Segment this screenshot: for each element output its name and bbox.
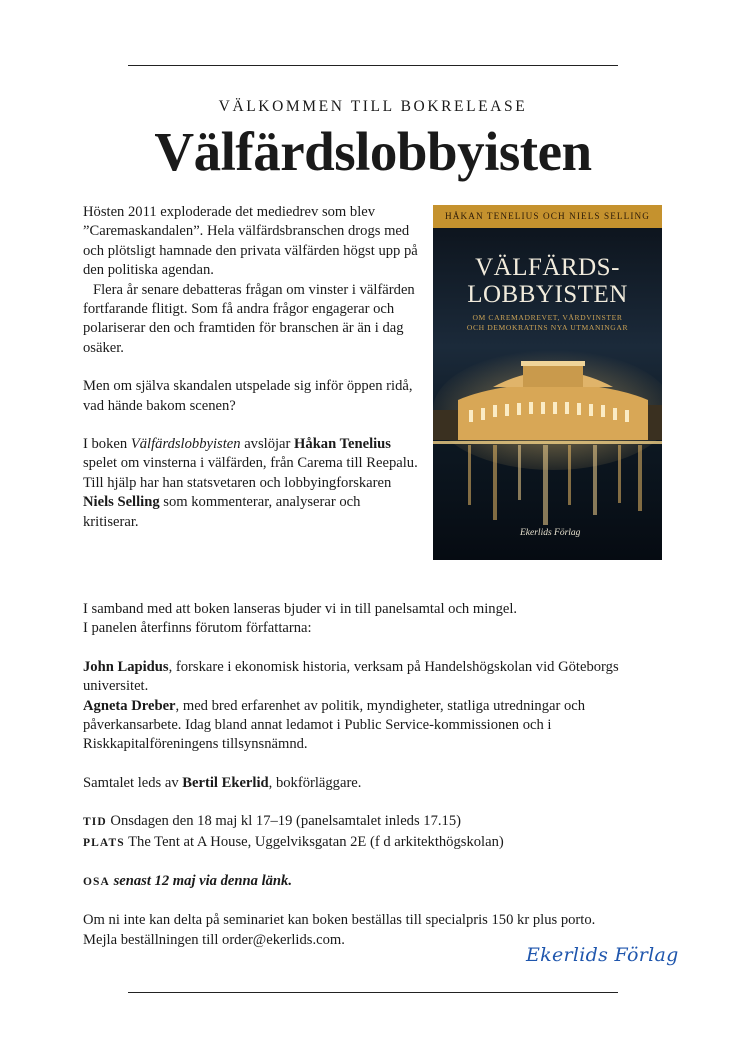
panelist-agneta-dreber: Agneta Dreber, med bred erfarenhet av politik, myndigheter, statliga utredningar och påverkansarbete. Idag bland annat ledamot i Public Service-kommissionen och i Riskkapitalföreningens tillsynsnämnd. bbox=[83, 697, 586, 753]
invite-text: I samband med att boken lanseras bjuder vi in till panelsamtal och mingel. bbox=[83, 601, 518, 617]
event-kicker: VÄLKOMMEN TILL BOKRELEASE bbox=[218, 98, 528, 115]
author-name: Håkan Tenelius bbox=[294, 436, 391, 453]
cover-subtitle: OM CAREMADREVET, VÅRDVINSTER OCH DEMOKRATINS NYA UTMANINGAR bbox=[466, 313, 629, 332]
parliament-building-illustration bbox=[433, 205, 662, 560]
cover-authors: HÅKAN TENELIUS OCH NIELS SELLING bbox=[433, 205, 662, 228]
book-cover-image bbox=[433, 205, 662, 560]
panelist-john-lapidus: John Lapidus, forskare i ekonomisk historia, verksam på Handelshögskolan vid Göteborgs universitet. bbox=[83, 658, 619, 695]
top-rule bbox=[128, 65, 618, 66]
intro-text bbox=[83, 203, 418, 532]
panel-intro: I panelen återfinns förutom författarna: bbox=[83, 620, 312, 637]
event-details bbox=[83, 600, 673, 950]
order-info-1: Om ni inte kan delta på seminariet kan boken beställas till specialpris 150 kr plus porto. bbox=[83, 912, 596, 929]
rsvp-line[interactable]: OSA senast 12 maj via denna länk. bbox=[83, 873, 292, 890]
intro-paragraph-3: Men om själva skandalen utspelade sig inför öppen ridå, vad hände bakom scenen? bbox=[83, 378, 413, 414]
moderator-line: Samtalet leds av Bertil Ekerlid, bokförläggare. bbox=[83, 774, 362, 791]
order-info-2: Mejla beställningen till order@ekerlids.com. bbox=[83, 931, 345, 948]
coauthor-name: Niels Selling bbox=[83, 494, 160, 511]
publisher-signature: Ekerlids Förlag bbox=[526, 944, 679, 966]
intro-paragraph-2: Flera år senare debatteras frågan om vinster i välfärden fortfarande flitigt. Som få andra frågor engagerar och polariserar den och framtiden för branschen är än i dag osäker. bbox=[83, 281, 415, 356]
event-time: TID Onsdagen den 18 maj kl 17–19 (panelsamtalet inleds 17.15) bbox=[83, 813, 461, 830]
rsvp-link[interactable]: senast 12 maj via denna länk. bbox=[109, 873, 292, 890]
bottom-rule bbox=[128, 992, 618, 993]
book-title-inline: Välfärdslobbyisten bbox=[130, 436, 241, 453]
cover-publisher: Ekerlids Förlag bbox=[520, 528, 581, 538]
page-title: Välfärdslobbyisten bbox=[154, 121, 592, 182]
event-place: PLATS The Tent at A House, Uggelviksgatan 2E (f d arkitekthögskolan) bbox=[83, 833, 504, 850]
cover-title: VÄLFÄRDS- LOBBYISTEN bbox=[467, 254, 628, 308]
intro-paragraph-4: I boken Välfärdslobbyisten avslöjar Håkan Tenelius spelet om vinsterna i välfärden, från Carema till Reepalu. Till hjälp har han statsvetaren och lobbyingforskaren Niels Selling som kommenterar, analyserar och kritiserar. bbox=[83, 436, 418, 530]
intro-paragraph-1: Hösten 2011 exploderade det mediedrev som blev ”Caremaskandalen”. Hela välfärdsbranschen drogs med och plötsligt hamnade den privata välfärden högst upp på den politiska agendan. bbox=[83, 204, 418, 279]
